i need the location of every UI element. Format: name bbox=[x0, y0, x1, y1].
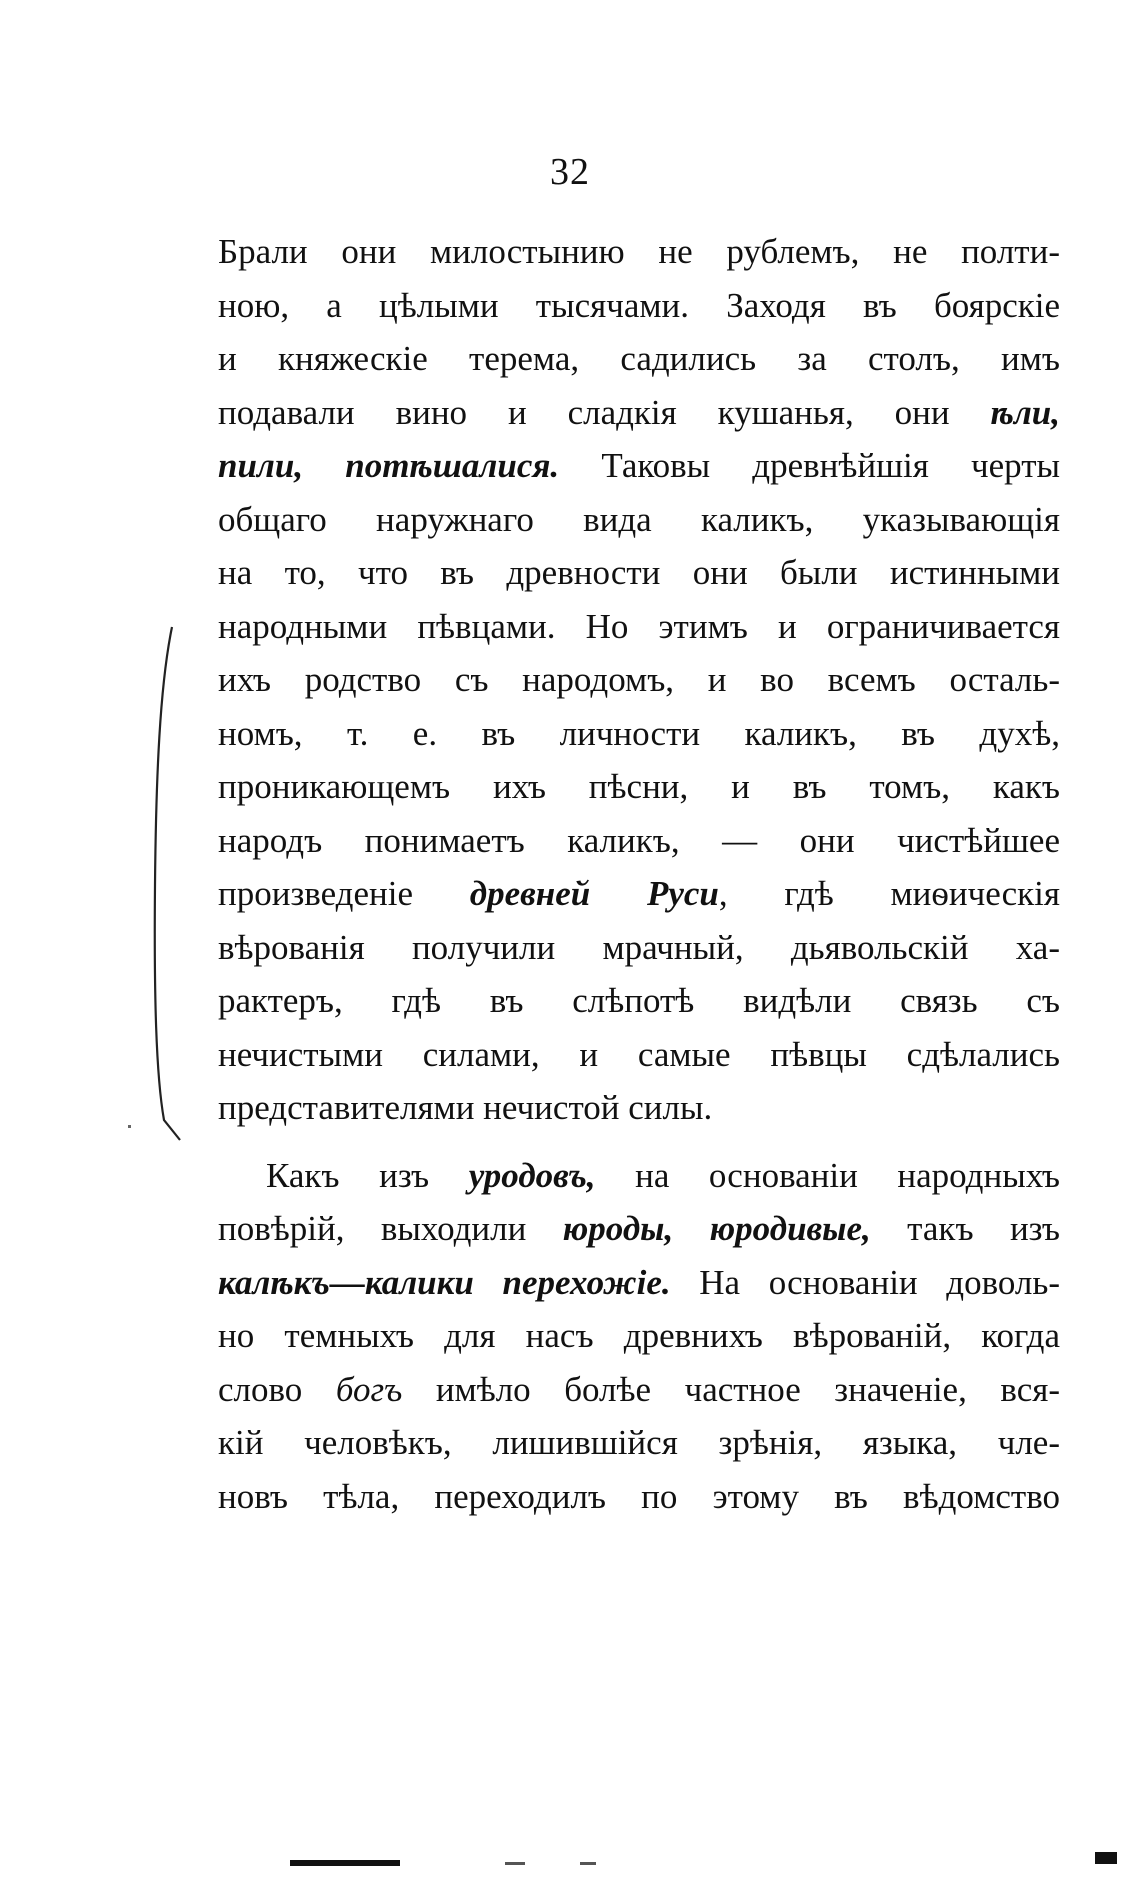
emphasized-text: калѣкъ—калики перехожіе. bbox=[218, 1262, 671, 1302]
text-segment: народъ понимаетъ каликъ, — они чистѣйшее bbox=[218, 820, 1060, 860]
text-line bbox=[218, 1416, 1060, 1470]
text-segment: общаго наружнаго вида каликъ, указывающія bbox=[218, 499, 1060, 539]
text-line bbox=[218, 279, 1060, 333]
text-line bbox=[218, 653, 1060, 707]
text-line bbox=[218, 386, 1060, 440]
margin-bracket-mark bbox=[150, 625, 190, 1145]
text-segment: произведеніе bbox=[218, 874, 470, 913]
text-line bbox=[218, 1363, 1060, 1417]
text-segment: народными пѣвцами. Но этимъ и ограничивается bbox=[218, 606, 1060, 646]
emphasized-text: уродовъ, bbox=[468, 1155, 596, 1195]
text-line bbox=[218, 1202, 1060, 1256]
text-line bbox=[218, 1081, 1060, 1135]
text-line bbox=[218, 225, 1060, 279]
text-segment: но темныхъ для насъ древнихъ вѣрованій, когда bbox=[218, 1316, 1060, 1355]
text-line bbox=[218, 332, 1060, 386]
text-line bbox=[218, 867, 1060, 921]
text-line bbox=[218, 760, 1060, 814]
text-segment: подавали вино и сладкія кушанья, они bbox=[218, 392, 991, 432]
text-line bbox=[218, 814, 1060, 868]
text-segment: такъ изъ bbox=[870, 1209, 1060, 1248]
emphasized-text: юроды, юродивые, bbox=[562, 1209, 871, 1248]
paragraph-gap bbox=[218, 1135, 1060, 1149]
emphasized-text: богъ bbox=[335, 1369, 403, 1409]
text-line bbox=[218, 1149, 1060, 1203]
text-segment: Какъ изъ bbox=[266, 1155, 469, 1195]
text-segment: и княжескіе терема, садились за столъ, имъ bbox=[218, 339, 1060, 378]
text-segment: имѣло болѣе частное значеніе, вся- bbox=[402, 1369, 1060, 1409]
text-segment: представителями нечистой силы. bbox=[218, 1088, 713, 1127]
page-number: 32 bbox=[550, 151, 590, 193]
text-segment: вѣрованія получили мрачный, дьявольскій ха- bbox=[218, 927, 1060, 967]
text-segment: На основаніи доволь- bbox=[670, 1262, 1060, 1302]
text-segment: повѣрій, выходили bbox=[218, 1209, 563, 1248]
text-line bbox=[218, 1028, 1060, 1082]
text-line bbox=[218, 1470, 1060, 1524]
text-segment: ною, а цѣлыми тысячами. Заходя въ боярскіе bbox=[218, 285, 1060, 325]
text-segment: номъ, т. е. въ личности каликъ, въ духѣ, bbox=[218, 713, 1060, 753]
text-segment: на основаніи народныхъ bbox=[595, 1155, 1060, 1195]
text-segment: , гдѣ миѳическія bbox=[718, 874, 1060, 913]
text-line bbox=[218, 921, 1060, 975]
emphasized-text: пили, потѣшалися. bbox=[218, 446, 560, 485]
text-segment: кій человѣкъ, лишившійся зрѣнія, языка, чле- bbox=[218, 1423, 1060, 1462]
text-segment: новъ тѣла, переходилъ по этому въ вѣдомство bbox=[218, 1476, 1060, 1516]
text-line bbox=[218, 493, 1060, 547]
text-line bbox=[218, 1309, 1060, 1363]
text-line bbox=[218, 439, 1060, 493]
text-line bbox=[218, 707, 1060, 761]
text-segment: проникающемъ ихъ пѣсни, и въ томъ, какъ bbox=[218, 767, 1060, 806]
text-segment: Таковы древнѣйшія черты bbox=[559, 446, 1060, 485]
text-segment: слово bbox=[218, 1369, 336, 1409]
text-segment: Брали они милостынию не рублемъ, не полти- bbox=[218, 232, 1060, 271]
text-line bbox=[218, 600, 1060, 654]
text-segment: на то, что въ древности они были истинными bbox=[218, 553, 1060, 592]
text-segment: ихъ родство съ народомъ, и во всемъ осталь- bbox=[218, 660, 1060, 699]
text-segment: нечистыми силами, и самые пѣвцы сдѣлались bbox=[218, 1034, 1060, 1074]
text-line bbox=[218, 546, 1060, 600]
text-segment: рактеръ, гдѣ въ слѣпотѣ видѣли связь съ bbox=[218, 981, 1060, 1020]
emphasized-text: древней Руси bbox=[469, 874, 719, 913]
text-line bbox=[218, 1256, 1060, 1310]
body-text bbox=[218, 225, 1060, 1523]
emphasized-text: ѣли, bbox=[990, 392, 1060, 432]
text-line bbox=[218, 974, 1060, 1028]
